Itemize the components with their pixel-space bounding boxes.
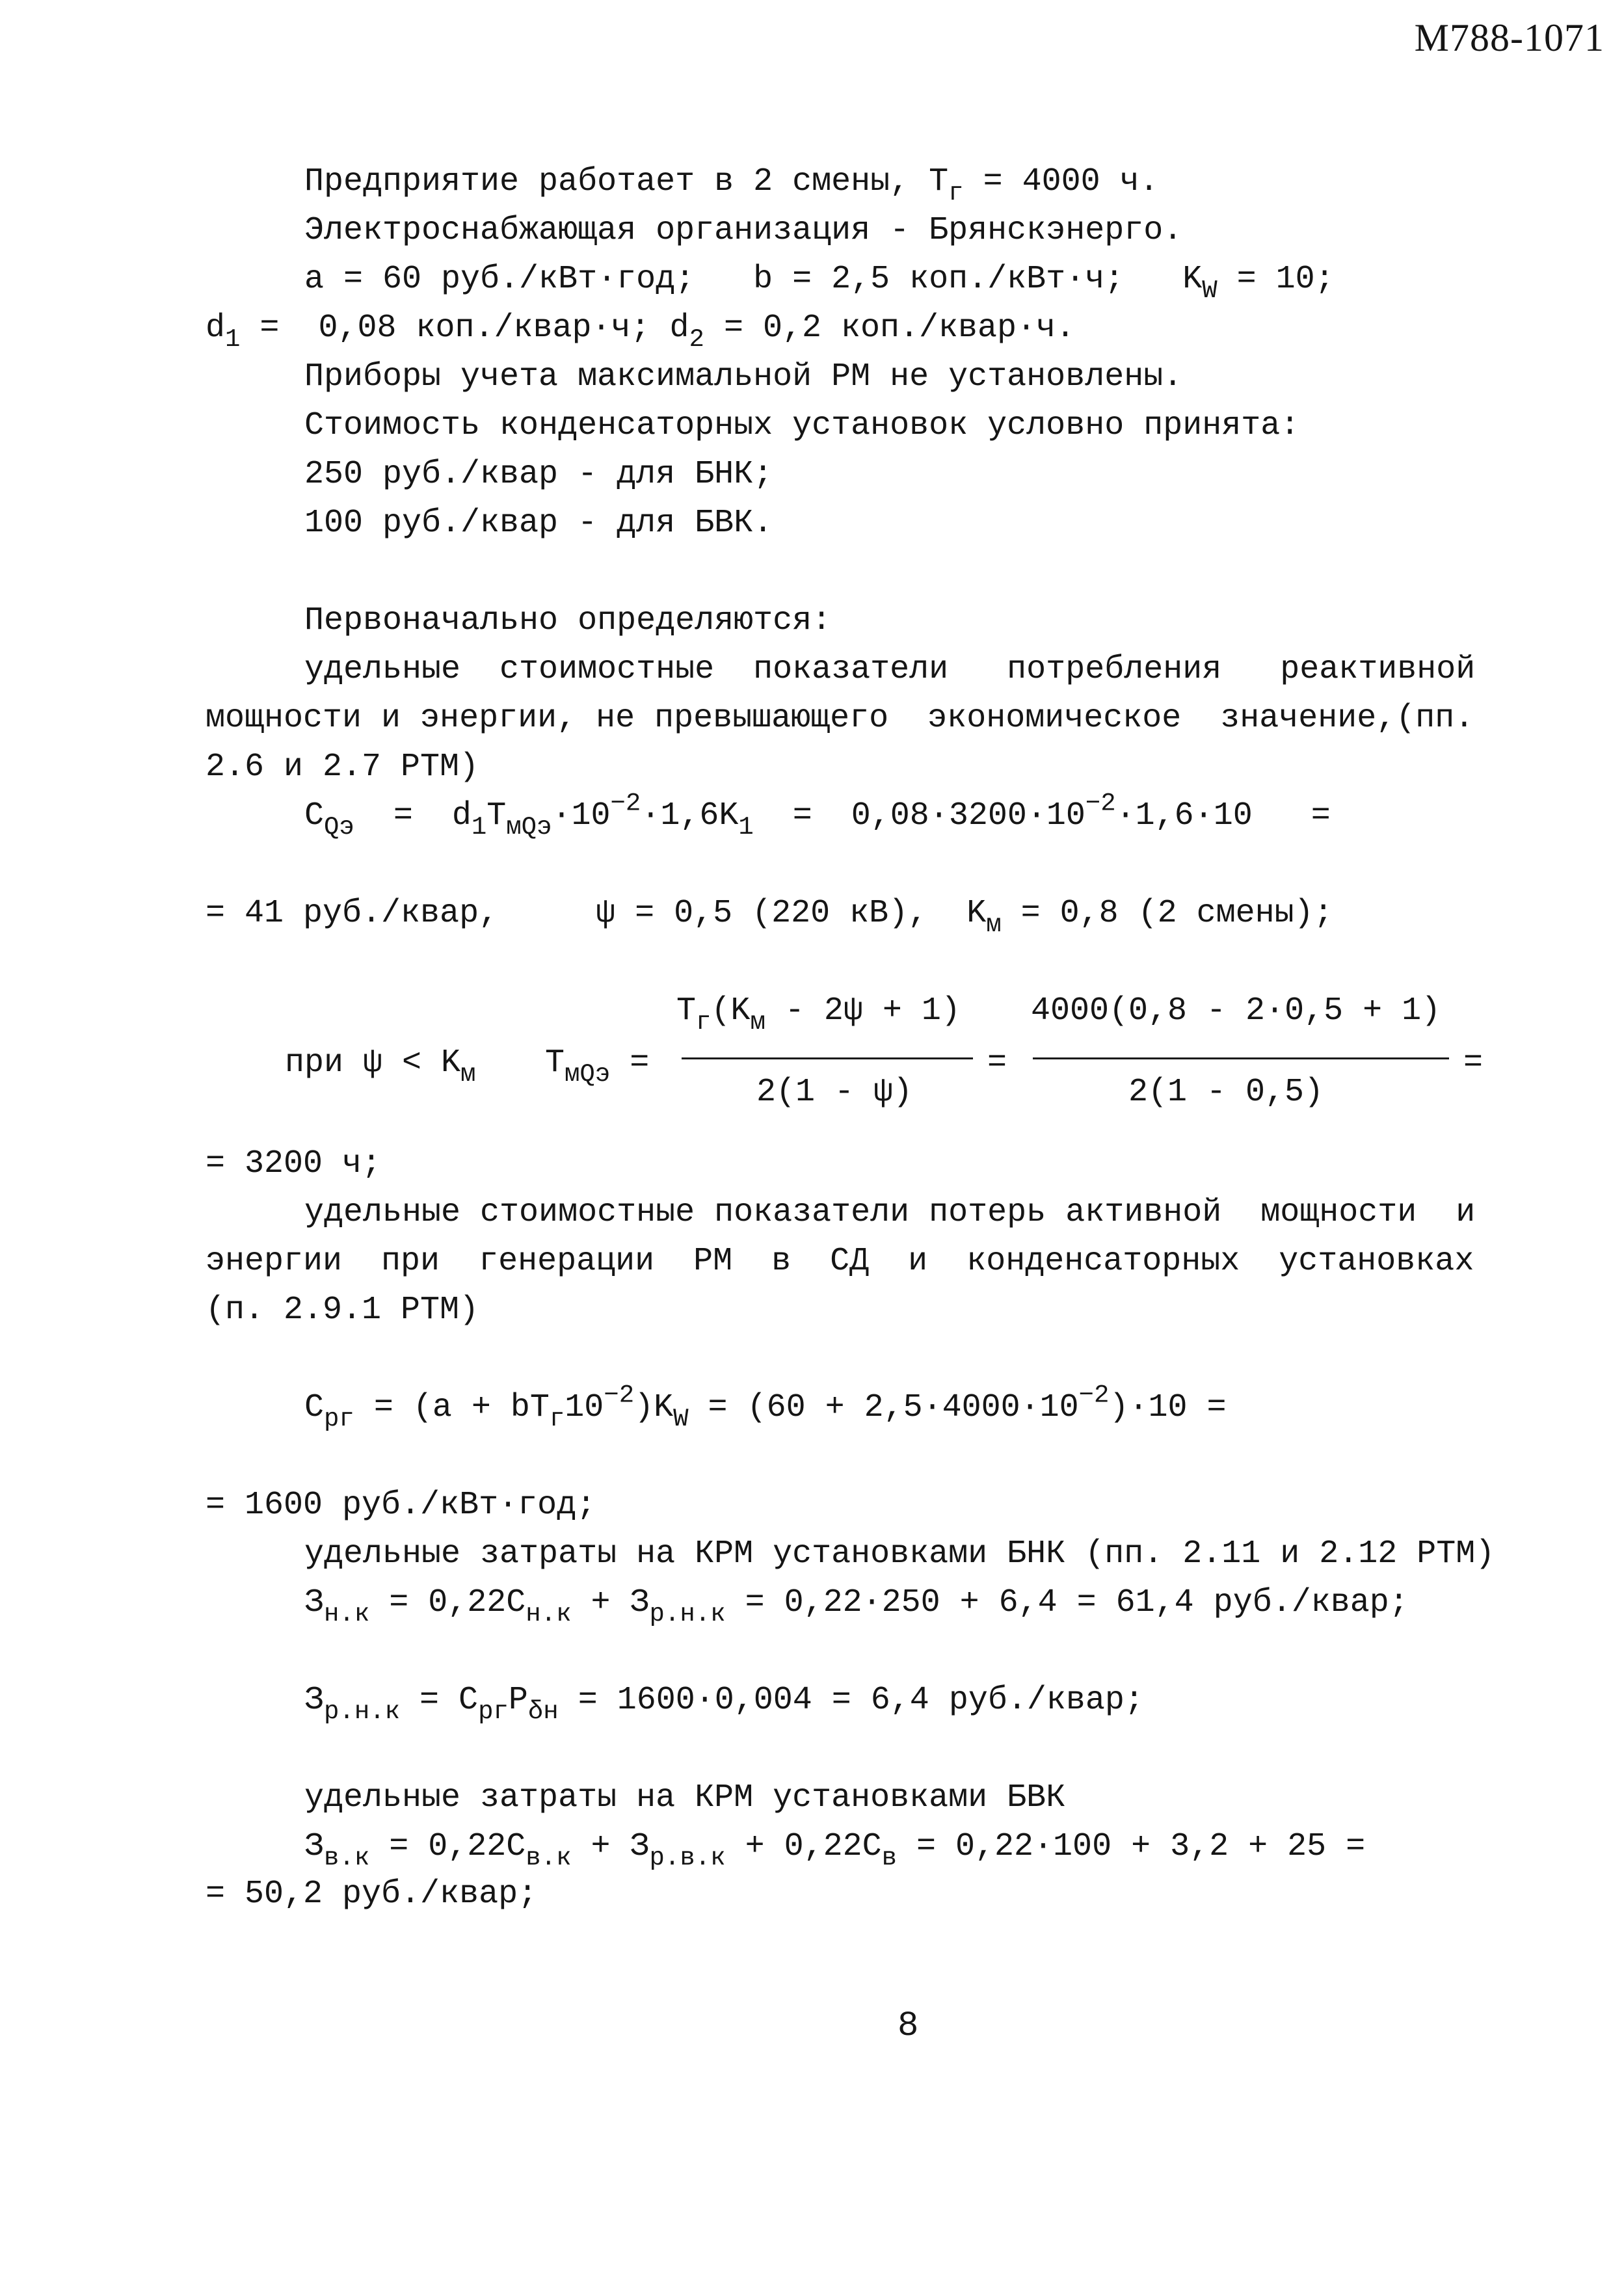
- text-line: 250 руб./квар - для БНК;: [304, 456, 773, 493]
- text-line: удельные затраты на КРМ установками БВК: [304, 1779, 1066, 1816]
- text-line: 2.6 и 2.7 РТМ): [206, 749, 479, 786]
- fraction-denominator: 2(1 - 0,5): [1128, 1074, 1324, 1111]
- formula-equals: =: [1463, 1044, 1484, 1082]
- formula-c-q: $C_{Qэ} = d_1T_{мQэ}\cdot 10^{-2}\cdot 1,6K_1 = 0,08\cdot 3200\cdot 10^{-2}\cdot 1,6\cdot 10$ =: [304, 789, 1331, 842]
- text-line: Предприятие работает в 2 смены, $T_г = 4000$ ч.: [304, 163, 1159, 207]
- text-line: = 1600 руб./кВт·год;: [206, 1487, 596, 1524]
- text-line: Электроснабжающая организация - Брянскэнерго.: [304, 212, 1183, 249]
- formula-z-rnk: $З_{р.н.к} = C_{рг}P_{\delta н} = 1600\cdot 0,004 = 6,4$ руб./квар;: [304, 1682, 1144, 1726]
- text-line: (п. 2.9.1 РТМ): [206, 1292, 479, 1329]
- text-line: = 50,2 руб./квар;: [206, 1876, 538, 1913]
- text-line: мощности и энергии, не превышающего экономическое значение,(пп.: [206, 700, 1474, 737]
- document-id: M788-1071: [1414, 16, 1604, 59]
- formula-condition: при $\psi < K_м$: [285, 1044, 476, 1089]
- text-line: = 41 руб./квар, ψ = 0,5 (220 кВ), $K_м = 0,8$ (2 смены);: [206, 895, 1333, 939]
- text-line: a = 60 руб./кВт·год; b = 2,5 коп./кВт·ч; $K_W = 10$;: [304, 261, 1335, 305]
- formula-z-vk: $З_{в.к} = 0,22C_{в.к} + З_{р.в.к} + 0,22C_в = 0,22\cdot 100 + 3,2 + 25$ =: [304, 1828, 1366, 1872]
- fraction-numerator: $T_г(K_м - 2\psi + 1)$: [676, 992, 961, 1037]
- text-line: Стоимость конденсаторных установок условно принята:: [304, 407, 1300, 444]
- text-line: энергии при генерации РМ в СД и конденсаторных установках: [206, 1243, 1474, 1280]
- fraction-denominator: 2(1 - ψ): [756, 1074, 913, 1111]
- fraction-bar: [682, 1057, 973, 1059]
- text-line: 100 руб./квар - для БВК.: [304, 505, 773, 542]
- text-line: Приборы учета максимальной РМ не установлены.: [304, 358, 1183, 395]
- text-line: $d_1 = 0,08$ коп./квар·ч; $d_2 = 0,2$ коп./квар·ч.: [206, 310, 1076, 354]
- fraction-bar: [1033, 1057, 1449, 1059]
- text-line: = 3200 ч;: [206, 1145, 382, 1182]
- text-line: удельные затраты на КРМ установками БНК (пп. 2.11 и 2.12 РТМ): [304, 1535, 1495, 1573]
- text-line: Первоначально определяются:: [304, 602, 832, 639]
- formula-lhs: $T_{мQэ}$ =: [545, 1044, 650, 1089]
- formula-c-pg: $C_{рг} = (a + bT_г10^{-2})K_W = (60 + 2,5\cdot 4000\cdot 10^{-2})\cdot 10$ =: [304, 1381, 1227, 1433]
- formula-z-nk: $З_{н.к} = 0,22C_{н.к} + З_{р.н.к} = 0,22\cdot 250 + 6,4 = 61,4$ руб./квар;: [304, 1584, 1409, 1628]
- fraction-numerator: 4000(0,8 - 2·0,5 + 1): [1031, 992, 1441, 1029]
- text-line: удельные стоимостные показатели потребления реактивной: [304, 651, 1476, 688]
- page-number: 8: [898, 2006, 919, 2046]
- text-line: удельные стоимостные показатели потерь активной мощности и: [304, 1194, 1476, 1231]
- formula-equals: =: [987, 1044, 1007, 1082]
